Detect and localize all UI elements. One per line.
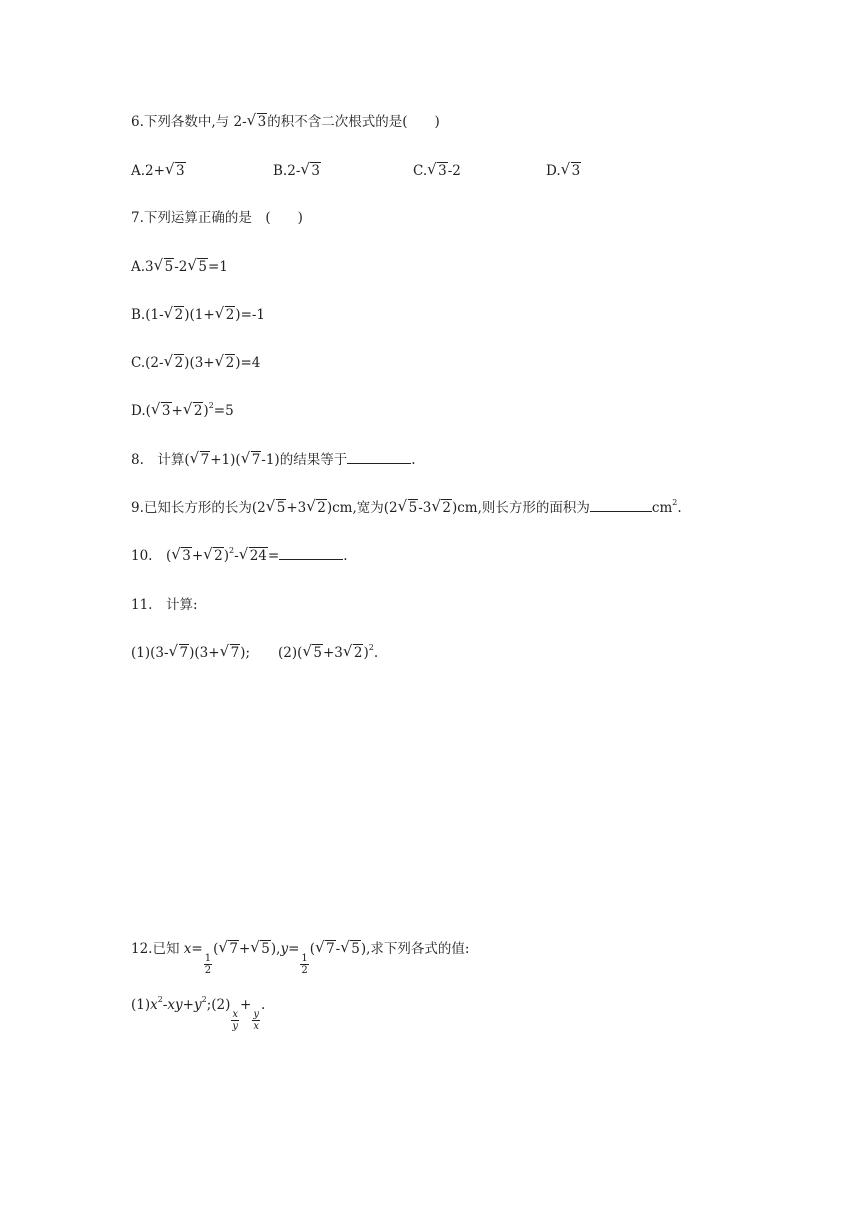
q7-option-a[interactable]: A.3√ 5-2√ 5=1	[131, 256, 228, 278]
q7-option-b[interactable]: B.(1-√ 2)(1+√ 2)=-1	[131, 304, 265, 326]
sqrt-sign: √ 3	[152, 400, 172, 422]
question-7-stem: 7.下列运算正确的是 ( )	[131, 210, 303, 226]
sqrt-sign: √ 2	[216, 352, 236, 374]
sqrt-sign: √ 5	[303, 642, 323, 664]
fraction-y-over-x: $\frac{y}{x}$	[253, 1009, 259, 1032]
sqrt-sign: √ 7	[242, 449, 262, 471]
sqrt-sign: √ 5	[188, 256, 208, 278]
sqrt-sign: √ 7	[191, 449, 211, 471]
q6-option-a[interactable]: A.2+√ 3	[131, 160, 186, 182]
q6-option-d[interactable]: D.√ 3	[546, 160, 581, 182]
sqrt-sign: √ 3	[301, 160, 321, 182]
q6-option-b[interactable]: B.2-√ 3	[273, 160, 321, 182]
sqrt-sign: √ 5	[341, 938, 361, 960]
fraction-half: $\frac{1}{2}$	[301, 953, 308, 976]
sqrt-sign: √ 5	[267, 497, 287, 519]
sqrt-sign: √ 3	[428, 160, 448, 182]
q6-option-c[interactable]: C.√ 3-2	[413, 160, 461, 182]
sqrt-sign: √ 3	[248, 111, 268, 133]
sqrt-sign: √ 2	[165, 304, 185, 326]
sqrt-sign: √ 2	[432, 497, 452, 519]
question-12: 12.已知 x= $\frac{1}{2}$ (√ 7+√ 5),y= $\frac{1}{2}$ (√ 7-√ 5),求下列各式的值:	[131, 938, 469, 976]
sqrt-sign: √ 7	[221, 642, 241, 664]
question-10: 10. (√ 3+√ 2)$^2$-√ 24= .	[131, 545, 347, 567]
question-6-stem: 6.下列各数中,与 2-√ 3的积不含二次根式的是( )	[131, 111, 440, 133]
answer-blank[interactable]	[347, 449, 411, 464]
sqrt-sign: √ 3	[562, 160, 582, 182]
fraction-x-over-y: $\frac{x}{y}$	[232, 1009, 239, 1032]
sqrt-sign: √ 7	[170, 642, 190, 664]
sqrt-sign: √ 24	[240, 545, 268, 567]
sqrt-sign: √ 7	[316, 938, 336, 960]
q7-option-c[interactable]: C.(2-√ 2)(3+√ 2)=4	[131, 352, 260, 374]
sqrt-sign: √ 2	[344, 642, 364, 664]
sqrt-sign: √ 2	[216, 304, 236, 326]
sqrt-sign: √ 3	[172, 545, 192, 567]
question-12-parts: $(1)x^2-xy+y^2;(2)$ $\frac{x}{y}$ + $\frac{y}{x}$ .	[131, 995, 266, 1032]
sqrt-sign: √ 2	[307, 497, 327, 519]
sqrt-sign: √ 5	[155, 256, 175, 278]
answer-blank[interactable]	[279, 545, 343, 560]
question-11-parts	[131, 642, 378, 664]
q7-option-d[interactable]: D.(√ 3+√ 2)$^2$=5	[131, 400, 234, 422]
sqrt-sign: √ 5	[251, 938, 271, 960]
sqrt-sign: √ 5	[399, 497, 419, 519]
sqrt-sign: √ 2	[204, 545, 224, 567]
q11-part-1: (1)(3-√ 7)(3+√ 7);	[131, 645, 250, 661]
fraction-half: $\frac{1}{2}$	[204, 953, 212, 976]
sqrt-sign: √ 3	[166, 160, 186, 182]
answer-blank[interactable]	[590, 497, 652, 512]
sqrt-sign: √ 2	[165, 352, 185, 374]
q11-part-2: (2)(√ 5+3√ 2)$^2$.	[278, 645, 378, 661]
question-8: 8. 计算(√ 7+1)(√ 7-1)的结果等于 .	[131, 449, 416, 471]
sqrt-sign: √ 2	[184, 400, 204, 422]
sqrt-sign: √ 7	[219, 938, 239, 960]
question-9: 9.已知长方形的长为(2√ 5+3√ 2)cm,宽为(2√ 5-3√ 2)cm,则长方形的面积为 $cm^2$.	[131, 497, 682, 519]
question-11-stem: 11. 计算:	[131, 597, 198, 613]
